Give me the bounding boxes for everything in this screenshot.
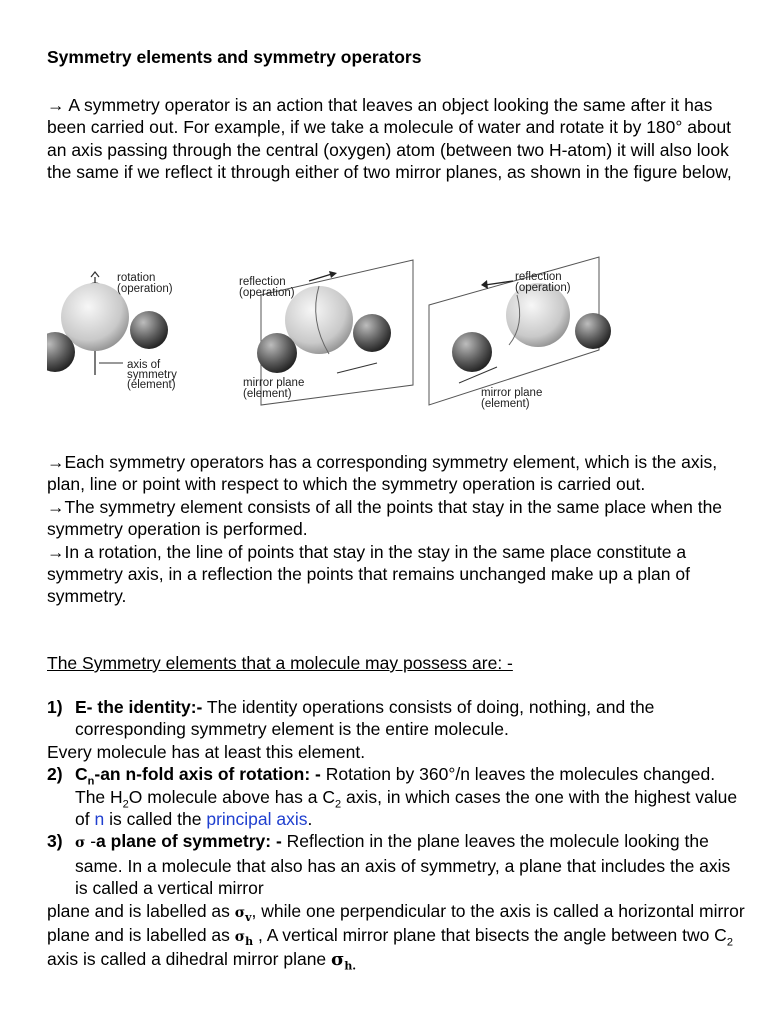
mirror2-label-1: mirror plane <box>481 387 543 399</box>
item-number: 1) <box>47 697 63 717</box>
reflection-panel-1 <box>239 260 413 405</box>
hydrogen-atom <box>452 332 492 372</box>
intro-paragraph: → A symmetry operator is an action that leaves an object looking the same after it has been carried out. For example, if we take a molecule of water and rotate it by 180° about an axis passing through the central (oxygen) atom (between two H-atom) it will also look the same if we reflect it through either of two mirror planes, as shown in the figure below, <box>47 95 732 183</box>
axis-label-1: axis of <box>127 359 161 371</box>
axis-label-2: symmetry <box>127 369 177 381</box>
list-item-identity <box>47 696 747 741</box>
reflection-arrow-icon <box>485 281 513 285</box>
identity-note: Every molecule has at least this element. <box>47 741 366 762</box>
oxygen-atom <box>285 286 353 354</box>
reflection2-label-1: reflection <box>515 271 562 283</box>
reflection1-label-2: (operation) <box>239 287 295 299</box>
reflection1-label-1: reflection <box>239 276 286 288</box>
sigma-v-symbol: $\sigma_v$ <box>234 904 252 924</box>
rotation-panel <box>47 272 177 391</box>
identity-text: The identity operations consists of doing, nothing, and the corresponding symmetry element is the entire molecule. <box>75 697 655 740</box>
water-symmetry-figure <box>47 255 737 415</box>
mirror2-label-2: (element) <box>481 398 530 410</box>
item-number: 3) <box>47 831 63 852</box>
reflection2-label-2: (operation) <box>515 282 571 294</box>
hydrogen-atom <box>257 333 297 373</box>
plane-continuation: plane and is labelled as $\sigma_v$, while one perpendicular to the axis is called a horizontal mirror plane and is labelled as $\sigma_h$ , A vertical mirror plane that bisects the angle between two $C_2$ axis is called a dihedral mirror plane $\sigma_{h.}$ <box>47 900 745 974</box>
symmetry-elements-list <box>47 696 747 972</box>
list-item-rotation-axis: 2) $C_n-an$ n-fold axis of rotation: - Rotation by 360°/n leaves the molecules changed. The $H_2O$ molecule above has a $C_2$ axis, in which cases the one with the highest value of n is called the principal axis. <box>47 764 738 830</box>
point-invariant: →The symmetry element consists of all the points that stay in the same place when the symmetry operation is performed. <box>47 496 723 540</box>
rotation-label-2: (operation) <box>117 283 173 295</box>
hydrogen-atom <box>130 311 168 349</box>
rotation-label-1: rotation <box>117 272 156 284</box>
principal-axis-term: principal axis <box>206 809 308 830</box>
plane-term: a plane of symmetry: - <box>96 831 282 852</box>
sigma-h-symbol: $\sigma_h$ <box>234 929 254 948</box>
hydrogen-atom <box>575 313 611 349</box>
page-title: Symmetry elements and symmetry operators <box>47 47 422 67</box>
arrow-points <box>47 451 737 608</box>
hydrogen-atom <box>353 314 391 352</box>
point-element: →Each symmetry operators has a corresponding symmetry element, which is the axis, plan, line or point with respect to which the symmetry operation is carried out. <box>47 452 718 495</box>
sigma-symbol: σ <box>75 835 86 852</box>
mirror1-label-1: mirror plane <box>243 377 305 389</box>
identity-term: E- the identity:- <box>75 697 203 717</box>
sigma-d-symbol: $\sigma_{h.}$ <box>331 949 357 974</box>
list-item-mirror-plane: 3) σ -a plane of symmetry: - Reflection in the plane leaves the molecule looking the same. In a molecule that also has an axis of symmetry, a plane that includes the axis is called a vertical mirror <box>47 831 731 899</box>
reflection-panel-2 <box>429 257 611 410</box>
plane-text: Reflection in the plane leaves the molecule looking the same. In a molecule that also has an axis of symmetry, a plane that includes the axis is called a vertical mirror <box>75 831 731 899</box>
item-number: 2) <box>47 764 63 785</box>
mirror1-label-2: (element) <box>243 388 292 400</box>
figure-svg <box>47 255 737 415</box>
point-rotation-axis: →In a rotation, the line of points that stay in the stay in the same place constitute a symmetry axis, in a reflection the points that remains unchanged make up a plan of symmetry. <box>47 541 690 607</box>
n-variable: n <box>94 809 105 830</box>
axis-label-3: (element) <box>127 379 176 391</box>
elements-heading: The Symmetry elements that a molecule may possess are: - <box>47 653 513 673</box>
cn-term: $C_n-an$ n-fold axis of rotation: - <box>75 764 321 788</box>
